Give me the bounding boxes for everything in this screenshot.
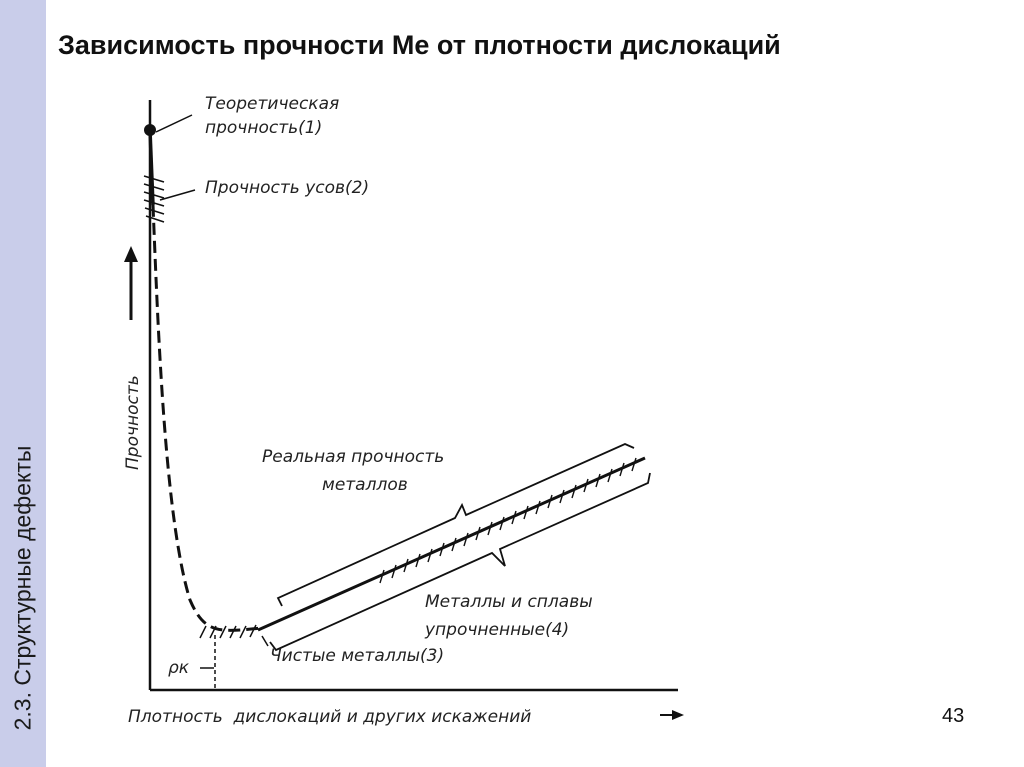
theoretical-strength-label-line2: прочность(1) [205,118,323,138]
page-number: 43 [942,705,965,727]
pure-metals-hatching [200,625,256,638]
upper-brace [278,444,634,606]
x-axis-label: Плотность дислокаций и других искажений [128,707,532,727]
alloys-label-line2: упрочненные(4) [425,620,570,640]
whiskers-strength-label: Прочность усов(2) [205,178,370,198]
y-axis-label: Прочность [123,375,143,470]
alloys-label-line1: Металлы и сплавы [425,592,593,612]
section-title: 2.3. Структурные дефекты [9,445,36,731]
real-strength-label-line2: металлов [322,475,408,495]
real-strength-label-line1: Реальная прочность [262,447,445,467]
critical-density-label: ρк [168,658,190,678]
strength-curve-dashed [153,205,262,630]
y-axis-arrow [124,246,138,320]
x-axis-arrow [660,710,684,720]
pure-metals-label: Чистые металлы(3) [270,646,445,666]
slide-title: Зависимость прочности Ме от плотности дислокаций [58,30,781,60]
theoretical-strength-label-line1: Теоретическая [205,94,340,114]
